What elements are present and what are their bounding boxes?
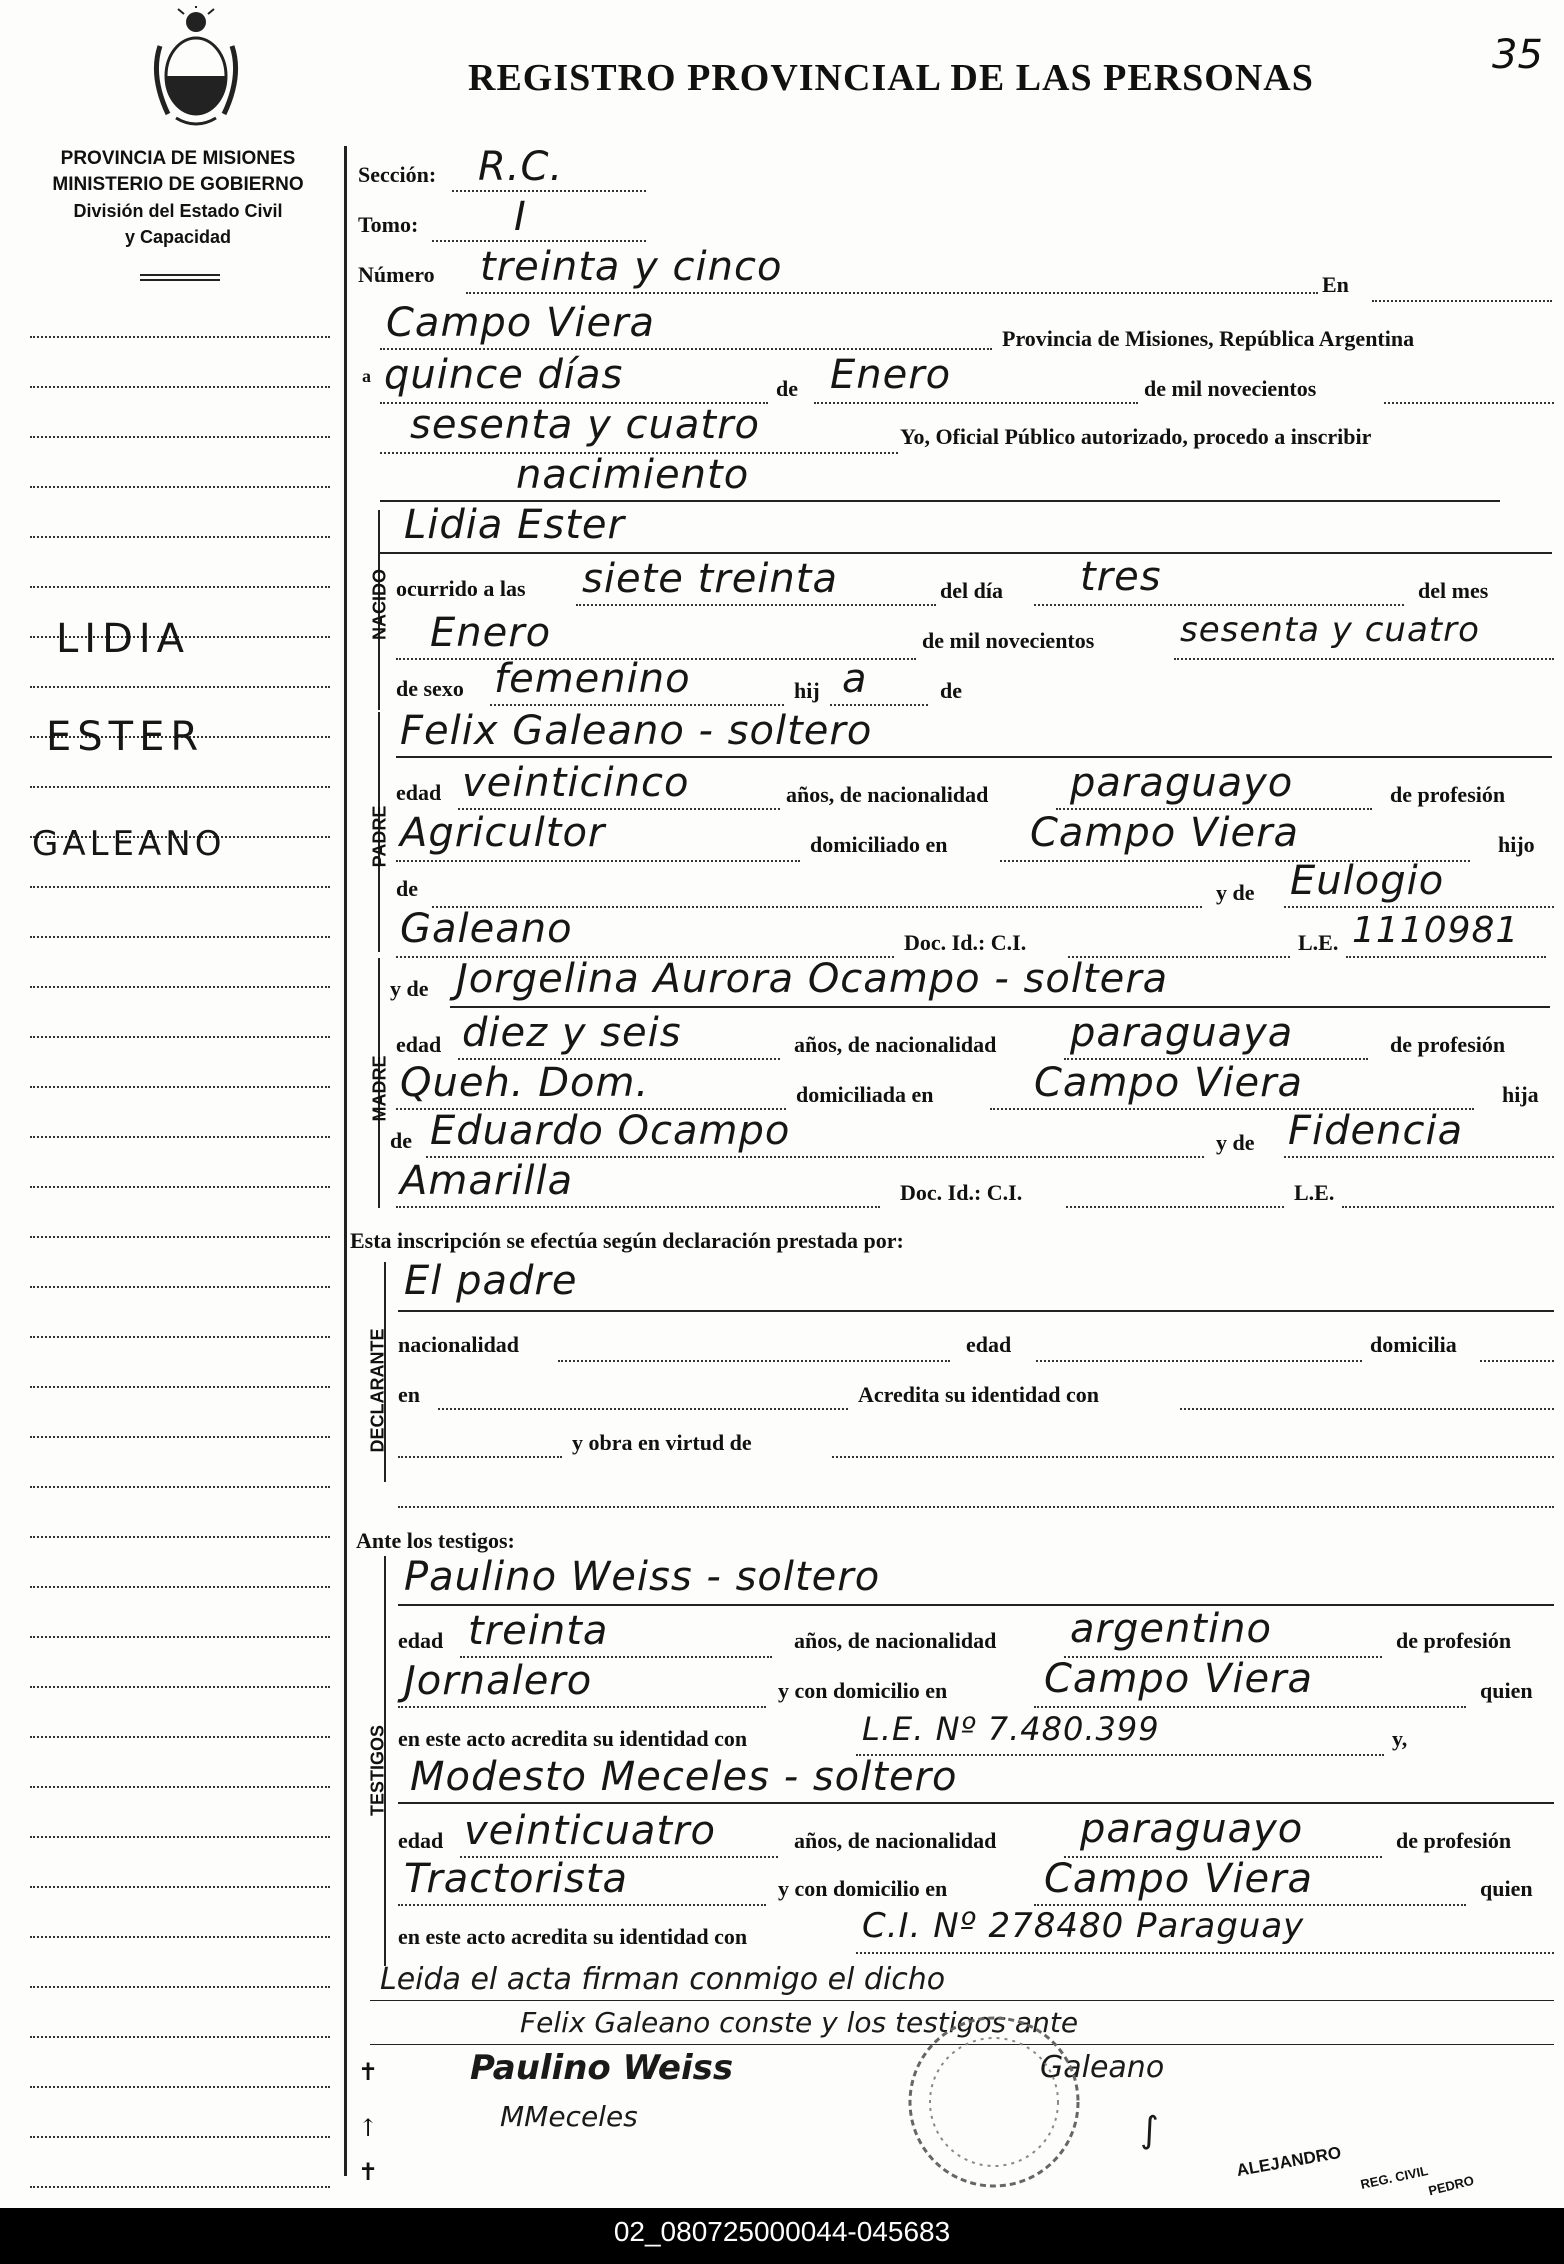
- label-le: L.E.: [1298, 930, 1339, 955]
- field-line: [558, 1360, 950, 1362]
- value-madre-nombre: Jorgelina Aurora Ocampo - soltera: [456, 956, 1169, 1002]
- signature-mark: ↑: [358, 2114, 379, 2142]
- margin-rule: [30, 1836, 330, 1838]
- field-line: [1372, 300, 1552, 302]
- label-de-padres: de: [940, 678, 962, 703]
- value-t2-nombre: Modesto Meceles - soltero: [410, 1754, 958, 1800]
- closing-line-1: Leida el acta firman conmigo el dicho: [380, 1962, 946, 1997]
- value-hora: siete treinta: [582, 556, 838, 602]
- field-line: [396, 1206, 880, 1208]
- label-madre-anos-nac: años, de nacionalidad: [794, 1032, 997, 1057]
- field-line: [398, 1456, 562, 1458]
- label-hija: hija: [1502, 1082, 1539, 1107]
- value-t1-prof: Jornalero: [404, 1658, 593, 1704]
- margin-rule: [30, 436, 330, 438]
- margin-rule: [30, 1086, 330, 1088]
- margin-rule: [30, 936, 330, 938]
- field-line: [1284, 1156, 1554, 1158]
- margin-rule: [30, 886, 330, 888]
- field-line: [380, 552, 1552, 554]
- margin-rule: [30, 1436, 330, 1438]
- margin-rule: [30, 2086, 330, 2088]
- value-t2-prof: Tractorista: [404, 1856, 629, 1902]
- margin-rule: [30, 1186, 330, 1188]
- stamp-line-2: REG. CIVIL: [1359, 2163, 1430, 2192]
- margin-rule: [30, 1386, 330, 1388]
- label-t1-edad: edad: [398, 1628, 444, 1653]
- margin-name-1: LIDIA: [56, 616, 191, 662]
- value-padre-le: 1110981: [1352, 910, 1520, 951]
- field-line: [398, 1604, 1554, 1606]
- org-underline: [140, 274, 220, 276]
- field-line: [398, 1706, 766, 1708]
- field-line: [490, 704, 784, 706]
- field-line: [576, 604, 936, 606]
- label-de-mil: de mil novecientos: [1144, 376, 1317, 401]
- margin-rule: [30, 1586, 330, 1588]
- stamp-line-1: ALEJANDRO: [1235, 2142, 1343, 2181]
- margin-rule: [30, 986, 330, 988]
- label-madre-edad: edad: [396, 1032, 442, 1057]
- value-padre-madre: Eulogio: [1290, 858, 1445, 904]
- margin-rule: [30, 1236, 330, 1238]
- value-numero: treinta y cinco: [480, 244, 783, 290]
- margin-rule: [30, 2036, 330, 2038]
- label-t1-y: y,: [1392, 1726, 1408, 1751]
- section-label-testigos: TESTIGOS: [367, 1725, 388, 1817]
- value-t1-edad: treinta: [468, 1608, 609, 1654]
- value-madre-prof: Queh. Dom.: [400, 1060, 650, 1106]
- label-yo-oficial: Yo, Oficial Público autorizado, procedo a inscribir: [900, 424, 1372, 449]
- field-line: [398, 1904, 766, 1906]
- label-t2-quien: quien: [1480, 1876, 1533, 1901]
- signature-mark: ✝: [358, 2158, 379, 2186]
- value-anio-nac: sesenta y cuatro: [1180, 610, 1480, 650]
- margin-rule: [30, 1686, 330, 1688]
- label-hij: hij: [794, 678, 820, 703]
- org-line3: División del Estado Civil: [73, 201, 283, 221]
- value-padre-prof: Agricultor: [400, 810, 606, 856]
- closing-rule: [370, 2000, 1554, 2001]
- label-doc-id: Doc. Id.: C.I.: [904, 930, 1027, 955]
- margin-rule: [30, 686, 330, 688]
- label-sexo: de sexo: [396, 676, 464, 701]
- label-padre-edad: edad: [396, 780, 442, 805]
- value-hij: a: [842, 656, 868, 702]
- field-line: [466, 292, 1318, 294]
- value-mes-nac: Enero: [430, 610, 552, 656]
- field-line: [432, 240, 646, 242]
- margin-rule: [30, 2186, 330, 2188]
- value-padre-edad: veinticinco: [462, 760, 690, 806]
- label-acredita: Acredita su identidad con: [858, 1382, 1100, 1407]
- value-t1-doc: L.E. Nº 7.480.399: [862, 1710, 1160, 1748]
- label-domicilia: domicilia: [1370, 1332, 1457, 1357]
- label-tomo: Tomo:: [358, 212, 419, 237]
- field-line: [452, 190, 646, 192]
- margin-rule: [30, 1536, 330, 1538]
- field-line: [398, 1506, 1554, 1508]
- signature-1: Paulino Weiss: [470, 2048, 734, 2088]
- label-madre-y-de2: y de: [1216, 1130, 1255, 1155]
- label-a: a: [362, 366, 371, 386]
- circular-stamp-icon: [904, 2012, 1084, 2192]
- value-madre-dom: Campo Viera: [1034, 1060, 1304, 1106]
- margin-rule: [30, 1636, 330, 1638]
- value-madre-madre2: Amarilla: [400, 1158, 574, 1204]
- main-border: [344, 146, 347, 2176]
- value-t1-nombre: Paulino Weiss - soltero: [404, 1554, 881, 1600]
- label-t1-domicilio: y con domicilio en: [778, 1678, 948, 1703]
- label-madre-de: de: [390, 1128, 412, 1153]
- label-de-mil-nac: de mil novecientos: [922, 628, 1095, 653]
- value-sexo: femenino: [494, 656, 691, 702]
- label-de: de: [776, 376, 798, 401]
- margin-rule: [30, 1136, 330, 1138]
- field-line: [1174, 658, 1554, 660]
- value-madre-padre: Eduardo Ocampo: [430, 1108, 791, 1154]
- field-line: [856, 1952, 1554, 1954]
- margin-rule: [30, 1336, 330, 1338]
- value-t2-nac: paraguayo: [1080, 1806, 1304, 1852]
- margin-name-3: GALEANO: [32, 824, 226, 864]
- field-line: [396, 756, 1552, 758]
- org-name: [28, 146, 328, 250]
- signature-2: MMeceles: [500, 2100, 638, 2133]
- value-acto: nacimiento: [516, 452, 750, 498]
- margin-name-2: ESTER: [46, 714, 205, 760]
- field-line: [1034, 1706, 1466, 1708]
- coat-of-arms-icon: [148, 6, 244, 130]
- value-padre-dom: Campo Viera: [1030, 810, 1300, 856]
- label-domiciliada: domiciliada en: [796, 1082, 934, 1107]
- field-line: [450, 1006, 1550, 1008]
- label-madre-profesion: de profesión: [1390, 1032, 1506, 1057]
- field-line: [1034, 604, 1404, 606]
- value-mes: Enero: [830, 352, 952, 398]
- value-anio: sesenta y cuatro: [410, 402, 761, 448]
- closing-line-2: Felix Galeano conste y los testigos ante: [520, 2006, 1079, 2039]
- label-hijo: hijo: [1498, 832, 1535, 857]
- margin-rule: [30, 1736, 330, 1738]
- field-line: [1180, 1408, 1554, 1410]
- label-anos-nac: años, de nacionalidad: [786, 782, 989, 807]
- field-line: [396, 860, 800, 862]
- label-t1-quien: quien: [1480, 1678, 1533, 1703]
- value-madre-nac: paraguaya: [1070, 1010, 1294, 1056]
- margin-rule: [30, 1486, 330, 1488]
- value-lugar: Campo Viera: [386, 300, 656, 346]
- margin-rule: [30, 1986, 330, 1988]
- footer-id: 02_080725000044-045683: [613, 2216, 951, 2247]
- org-line1: PROVINCIA DE MISIONES: [60, 148, 296, 169]
- label-obra: y obra en virtud de: [572, 1430, 752, 1455]
- margin-rule: [30, 1036, 330, 1038]
- margin-rule: [30, 1286, 330, 1288]
- field-line: [1342, 1206, 1554, 1208]
- label-madre-le: L.E.: [1294, 1180, 1335, 1205]
- margin-rule: [30, 1886, 330, 1888]
- label-y-de: y de: [1216, 880, 1255, 905]
- margin-rule: [30, 486, 330, 488]
- section-label-declarante: DECLARANTE: [367, 1328, 388, 1453]
- field-line: [398, 1310, 1554, 1312]
- margin-rule: [30, 1936, 330, 1938]
- field-line: [1384, 402, 1554, 404]
- value-nombre: Lidia Ester: [404, 502, 625, 548]
- field-line: [398, 1802, 1554, 1804]
- label-t1-anos-nac: años, de nacionalidad: [794, 1628, 997, 1653]
- label-ante: Ante los testigos:: [356, 1528, 515, 1553]
- label-t2-acredita: en este acto acredita su identidad con: [398, 1924, 748, 1949]
- field-line: [1066, 1206, 1284, 1208]
- value-padre-nombre: Felix Galeano - soltero: [400, 708, 873, 754]
- signature-mark: ✝: [358, 2058, 379, 2086]
- page-number: 35: [1492, 32, 1543, 78]
- document-title: REGISTRO PROVINCIAL DE LAS PERSONAS: [468, 57, 1314, 99]
- margin-rule: [30, 336, 330, 338]
- org-line2: MINISTERIO DE GOBIERNO: [52, 174, 304, 195]
- margin-rule: [30, 786, 330, 788]
- label-numero: Número: [358, 262, 435, 287]
- field-line: [832, 1456, 1554, 1458]
- label-madre-doc-id: Doc. Id.: C.I.: [900, 1180, 1023, 1205]
- field-line: [1346, 956, 1546, 958]
- org-line4: y Capacidad: [124, 227, 232, 247]
- signature-3: Galeano: [1040, 2050, 1165, 2085]
- label-en: En: [1322, 272, 1349, 297]
- value-t2-doc: C.I. Nº 278480 Paraguay: [862, 1906, 1305, 1946]
- value-t2-edad: veinticuatro: [464, 1808, 716, 1854]
- value-madre-madre: Fidencia: [1288, 1108, 1464, 1154]
- value-padre-nac: paraguayo: [1070, 760, 1294, 806]
- field-line: [438, 1408, 848, 1410]
- label-t2-profesion: de profesión: [1396, 1828, 1512, 1853]
- label-seccion: Sección:: [358, 162, 437, 187]
- label-del-mes: del mes: [1418, 578, 1489, 603]
- label-profesion: de profesión: [1390, 782, 1506, 807]
- label-t2-domicilio: y con domicilio en: [778, 1876, 948, 1901]
- label-padre-de: de: [396, 876, 418, 901]
- margin-rule: [30, 1786, 330, 1788]
- field-line: [1036, 1360, 1362, 1362]
- label-ocurrido: ocurrido a las: [396, 576, 526, 601]
- value-t1-dom: Campo Viera: [1044, 1656, 1314, 1702]
- label-del-dia: del día: [940, 578, 1003, 603]
- field-line: [380, 348, 992, 350]
- label-domiciliado: domiciliado en: [810, 832, 948, 857]
- field-line: [830, 704, 928, 706]
- value-padre-madre2: Galeano: [400, 906, 573, 952]
- label-madre-y-de: y de: [390, 976, 429, 1001]
- value-madre-edad: diez y seis: [462, 1010, 682, 1056]
- margin-rule: [30, 586, 330, 588]
- section-label-nacido: NACIDO: [369, 569, 390, 640]
- section-label-madre: MADRE: [369, 1055, 390, 1122]
- label-inscripcion: Esta inscripción se efectúa según declaración prestada por:: [350, 1228, 904, 1253]
- margin-rule: [30, 2136, 330, 2138]
- value-dia: quince días: [384, 352, 624, 398]
- value-tomo: I: [514, 194, 527, 240]
- label-t1-acredita: en este acto acredita su identidad con: [398, 1726, 748, 1751]
- value-t2-dom: Campo Viera: [1044, 1856, 1314, 1902]
- value-t1-nac: argentino: [1070, 1606, 1272, 1652]
- field-line: [814, 402, 1138, 404]
- section-label-padre: PADRE: [369, 805, 390, 868]
- org-underline: [140, 279, 220, 281]
- label-t2-edad: edad: [398, 1828, 444, 1853]
- value-declarante: El padre: [404, 1258, 578, 1304]
- label-nacionalidad: nacionalidad: [398, 1332, 520, 1357]
- margin-rule: [30, 536, 330, 538]
- value-dia-nac: tres: [1080, 554, 1162, 600]
- field-line: [1480, 1360, 1554, 1362]
- label-decl-edad: edad: [966, 1332, 1012, 1357]
- label-provincia: Provincia de Misiones, República Argentina: [1002, 326, 1415, 351]
- field-line: [1284, 906, 1554, 908]
- label-t2-anos-nac: años, de nacionalidad: [794, 1828, 997, 1853]
- signature-scribble: ∫: [1140, 2110, 1159, 2151]
- value-seccion: R.C.: [478, 144, 564, 190]
- stamp-line-3: PEDRO: [1426, 2172, 1476, 2199]
- label-t1-profesion: de profesión: [1396, 1628, 1512, 1653]
- label-decl-en: en: [398, 1382, 420, 1407]
- margin-rule: [30, 386, 330, 388]
